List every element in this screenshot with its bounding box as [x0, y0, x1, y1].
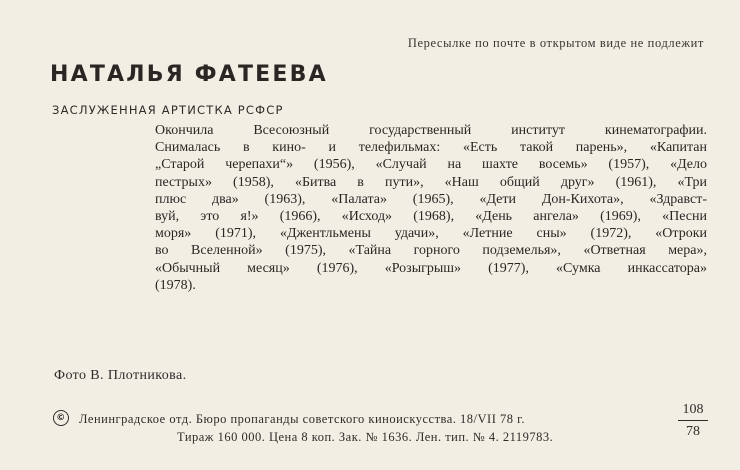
- print-run-line: Тираж 160 000. Цена 8 коп. Зак. № 1636. Лен. тип. № 4. 2119783.: [177, 430, 554, 444]
- bio-line: (1978).: [155, 277, 196, 293]
- catalog-number-top: 108: [678, 402, 708, 421]
- postal-notice: Пересылке по почте в открытом виде не подлежит: [407, 36, 704, 50]
- bio-line: вуй, это я!» (1966), «Исход» (1968), «День ангела» (1969), «Песни: [155, 209, 707, 225]
- actress-name: НАТАЛЬЯ ФАТЕЕВА: [50, 62, 328, 87]
- bio-line: Снималась в кино- и телефильмах: «Есть такой парень», «Капитан: [155, 140, 707, 156]
- publisher-text: Ленинградское отд. Бюро пропаганды советского киноискусства. 18/VII 78 г.: [79, 412, 525, 426]
- bio-line: во Вселенной» (1975), «Тайна горного подземелья», «Ответная мера»,: [155, 243, 707, 259]
- bio-line: плюс два» (1963), «Палата» (1965), «Дети Дон-Кихота», «Здравст-: [155, 191, 707, 207]
- bio-line: пестрых» (1958), «Битва в пути», «Наш общий друг» (1961), «Три: [155, 174, 707, 190]
- biography: [155, 122, 707, 294]
- honorary-title: ЗАСЛУЖЕННАЯ АРТИСТКА РСФСР: [52, 103, 284, 117]
- bio-line: «Обычный месяц» (1976), «Розыгрыш» (1977), «Сумка инкассатора»: [155, 260, 707, 276]
- bio-line: Окончила Всесоюзный государственный институт кинематографии.: [155, 123, 707, 138]
- catalog-number-bottom: 78: [686, 424, 700, 439]
- photo-credit: Фото В. Плотникова.: [54, 368, 187, 383]
- publisher-line: [53, 412, 525, 428]
- bio-line: моря» (1971), «Джентльмены удачи», «Летние сны» (1972), «Отроки: [155, 226, 707, 242]
- bio-line: „Старой черепахи“» (1956), «Случай на шахте восемь» (1957), «Дело: [155, 157, 707, 173]
- copyright-icon: ©: [53, 410, 69, 426]
- catalog-number: [678, 402, 708, 440]
